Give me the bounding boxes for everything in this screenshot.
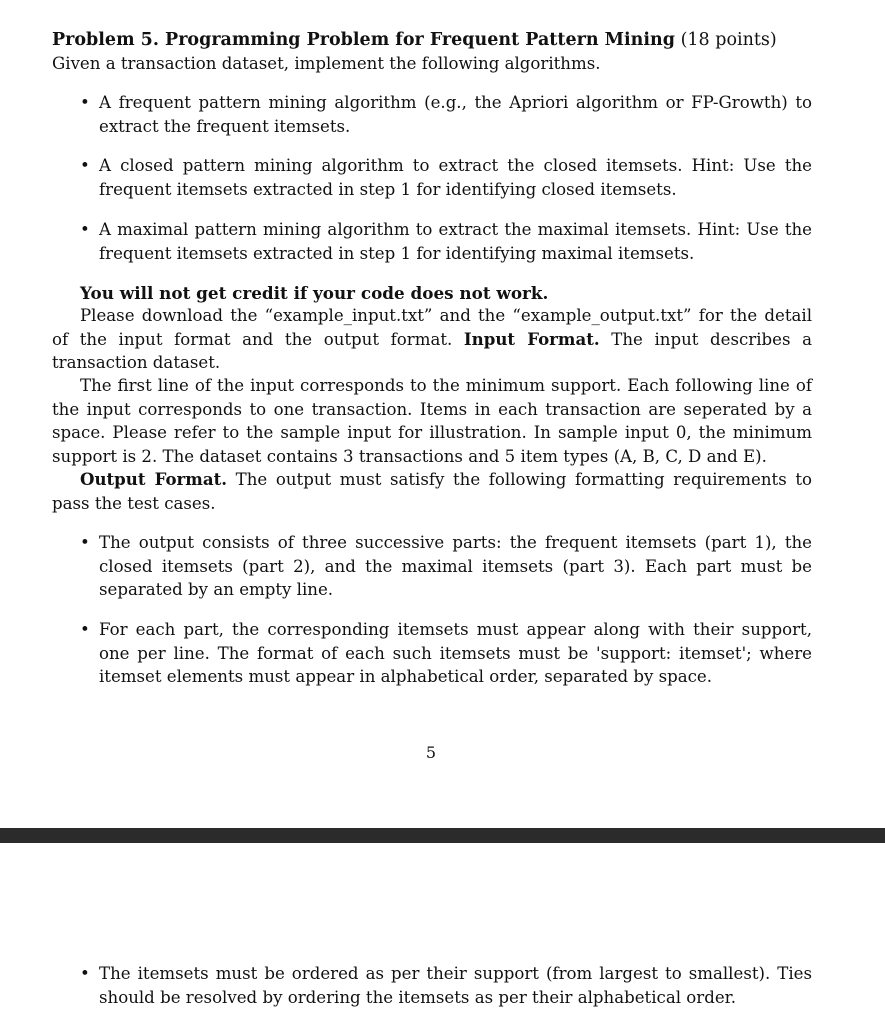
input-format-label: Input Format.: [463, 328, 600, 349]
document-page-6: [0, 843, 885, 1024]
problem-intro: Given a transaction dataset, implement the following algorithms.: [52, 54, 601, 73]
output-format-intro: The output must satisfy the following formatting requirements to pass the test cases.: [52, 470, 812, 513]
download-text: Please download the “example_input.txt” and the “example_output.txt” for the detail of the input format and the output format.: [52, 306, 812, 349]
output-format-paragraph: [52, 468, 812, 515]
page-divider: [0, 828, 885, 843]
bullet-marker: •: [80, 93, 90, 112]
bullet-marker: •: [80, 620, 90, 639]
input-format-intro: The input describes a transaction dataset.: [52, 329, 813, 372]
problem-title: Problem 5. Programming Problem for Frequent Pattern Mining: [52, 30, 675, 50]
algorithm-text: A frequent pattern mining algorithm (e.g., the Apriori algorithm or FP-Growth) to extract the frequent itemsets.: [99, 93, 812, 136]
bullet-marker: •: [80, 533, 90, 552]
problem-heading: [52, 28, 832, 52]
algorithm-text: A maximal pattern mining algorithm to extract the maximal itemsets. Hint: Use the frequent itemsets extracted in step 1 for identifying maximal itemsets.: [99, 220, 812, 263]
credit-warning: You will not get credit if your code does not work.: [80, 283, 549, 303]
download-paragraph: [52, 304, 812, 375]
bullet-marker: •: [80, 156, 90, 175]
output-format-label: Output Format.: [80, 469, 228, 489]
output-rule-text: For each part, the corresponding itemsets must appear along with their support, one per line. The format of each such itemsets must be 'support: itemset'; where itemset elements must appear in alphabetical order, separated by space.: [99, 620, 812, 686]
page-number: 5: [425, 743, 437, 762]
input-description: The first line of the input corresponds to the minimum support. Each following line of the input corresponds to one transaction. Items in each transaction are seperated by a space. Please refer to the sample input for illustration. In sample input 0, the minimum support is 2. The dataset contains 3 transactions and 5 item types (A, B, C, D and E).: [52, 376, 812, 466]
problem-points: (18 points): [680, 30, 777, 50]
algorithm-text: A closed pattern mining algorithm to extract the closed itemsets. Hint: Use the frequent itemsets extracted in step 1 for identifying closed itemsets.: [99, 156, 812, 199]
output-rule-text: The output consists of three successive parts: the frequent itemsets (part 1), the closed itemsets (part 2), and the maximal itemsets (part 3). Each part must be separated by an empty line.: [99, 533, 812, 599]
bullet-marker: •: [80, 220, 90, 239]
bullet-marker: •: [80, 964, 90, 983]
output-rule-text: The itemsets must be ordered as per their support (from largest to smallest). Ties should be resolved by ordering the itemsets as per their alphabetical order.: [99, 964, 812, 1007]
